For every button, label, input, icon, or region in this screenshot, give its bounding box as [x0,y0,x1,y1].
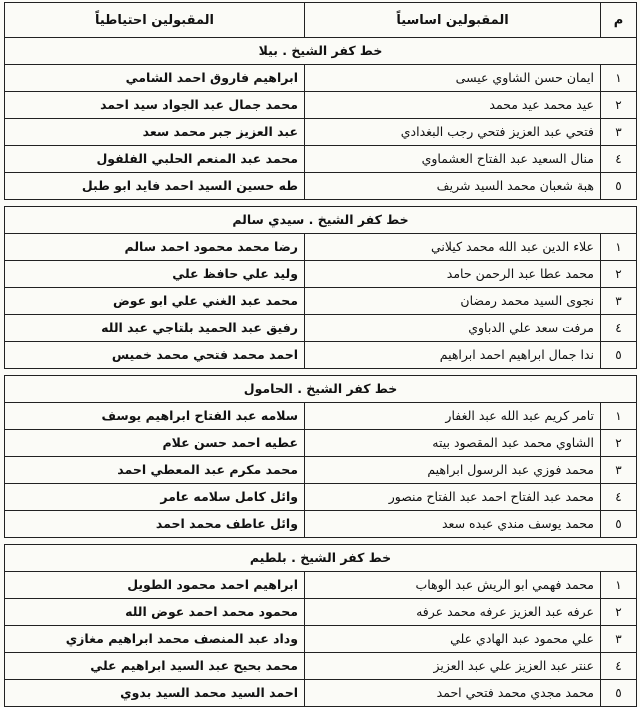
reserve-name: محمود محمد احمد عوض الله [5,599,305,626]
section-spacer [5,200,637,207]
table-row [5,146,637,173]
row-number: ٢ [601,261,637,288]
section-title: خط كفر الشيخ . بلطيم [5,545,637,572]
table-row [5,342,637,369]
primary-name: مرفت سعد علي الدباوي [305,315,601,342]
header-num: م [601,3,637,38]
section-title: خط كفر الشيخ . بيلا [5,38,637,65]
primary-name: فتحي عبد العزيز فتحي رجب البغدادي [305,119,601,146]
section-header-row [5,207,637,234]
row-number: ٣ [601,457,637,484]
table-row [5,261,637,288]
primary-name: علي محمود عبد الهادي علي [305,626,601,653]
table-body [5,38,637,707]
reserve-name: محمد مكرم عبد المعطي احمد [5,457,305,484]
table-row [5,315,637,342]
reserve-name: سلامه عبد الفتاح ابراهيم يوسف [5,403,305,430]
row-number: ٢ [601,92,637,119]
primary-name: الشاوي محمد عبد المقصود بيته [305,430,601,457]
section-spacer [5,538,637,545]
table-row [5,403,637,430]
reserve-name: محمد عبد الغني علي ابو عوض [5,288,305,315]
primary-name: عيد محمد عيد محمد [305,92,601,119]
row-number: ٣ [601,119,637,146]
row-number: ٤ [601,146,637,173]
primary-name: عنتر عبد العزيز علي عبد العزيز [305,653,601,680]
row-number: ٤ [601,315,637,342]
table-row [5,511,637,538]
reserve-name: محمد عبد المنعم الحلبي الفلفول [5,146,305,173]
acceptance-table [4,2,637,707]
table-row [5,119,637,146]
row-number: ١ [601,65,637,92]
primary-name: محمد فهمي ابو الريش عبد الوهاب [305,572,601,599]
row-number: ١ [601,234,637,261]
table-row [5,288,637,315]
primary-name: محمد يوسف مندي عبده سعد [305,511,601,538]
table-row [5,484,637,511]
primary-name: محمد عبد الفتاح احمد عبد الفتاح منصور [305,484,601,511]
row-number: ١ [601,403,637,430]
reserve-name: ابراهيم فاروق احمد الشامي [5,65,305,92]
section-header-row [5,38,637,65]
spacer-cell [5,369,637,376]
row-number: ٥ [601,511,637,538]
row-number: ١ [601,572,637,599]
table-row [5,680,637,707]
row-number: ٤ [601,484,637,511]
primary-name: منال السعيد عبد الفتاح العشماوي [305,146,601,173]
table-row [5,92,637,119]
table-row [5,599,637,626]
table-row [5,572,637,599]
header-row [5,3,637,38]
reserve-name: احمد السيد محمد السيد بدوي [5,680,305,707]
row-number: ٥ [601,680,637,707]
section-title: خط كفر الشيخ . سيدي سالم [5,207,637,234]
row-number: ٢ [601,599,637,626]
reserve-name: محمد بحيح عبد السيد ابراهيم علي [5,653,305,680]
primary-name: علاء الدين عبد الله محمد كيلاني [305,234,601,261]
section-header-row [5,376,637,403]
primary-name: هبة شعبان محمد السيد شريف [305,173,601,200]
primary-name: نجوى السيد محمد رمضان [305,288,601,315]
reserve-name: عبد العزيز جبر محمد سعد [5,119,305,146]
reserve-name: وليد علي حافظ علي [5,261,305,288]
row-number: ٣ [601,288,637,315]
header-primary: المقبولين اساسياً [305,3,601,38]
row-number: ٥ [601,173,637,200]
reserve-name: وائل عاطف محمد احمد [5,511,305,538]
section-spacer [5,369,637,376]
primary-name: تامر كريم عبد الله عبد الغفار [305,403,601,430]
section-title: خط كفر الشيخ . الحامول [5,376,637,403]
table-row [5,653,637,680]
spacer-cell [5,538,637,545]
reserve-name: احمد محمد فتحي محمد خميس [5,342,305,369]
row-number: ٤ [601,653,637,680]
table-row [5,65,637,92]
table-row [5,430,637,457]
primary-name: محمد فوزي عبد الرسول ابراهيم [305,457,601,484]
reserve-name: ابراهيم احمد محمود الطويل [5,572,305,599]
reserve-name: رضا محمد محمود احمد سالم [5,234,305,261]
row-number: ٣ [601,626,637,653]
row-number: ٥ [601,342,637,369]
reserve-name: رفيق عبد الحميد بلتاجي عبد الله [5,315,305,342]
reserve-name: محمد جمال عبد الجواد سيد احمد [5,92,305,119]
primary-name: محمد مجدي محمد فتحي احمد [305,680,601,707]
table-row [5,626,637,653]
table-row [5,234,637,261]
primary-name: محمد عطا عبد الرحمن حامد [305,261,601,288]
reserve-name: طه حسين السيد احمد فايد ابو طبل [5,173,305,200]
primary-name: ندا جمال ابراهيم احمد ابراهيم [305,342,601,369]
header-reserve: المقبولين احتياطياً [5,3,305,38]
spacer-cell [5,200,637,207]
section-header-row [5,545,637,572]
reserve-name: عطيه احمد حسن علام [5,430,305,457]
primary-name: عرفه عبد العزيز عرفه محمد عرفه [305,599,601,626]
reserve-name: وائل كامل سلامه عامر [5,484,305,511]
row-number: ٢ [601,430,637,457]
reserve-name: وداد عبد المنصف محمد ابراهيم مغازي [5,626,305,653]
primary-name: ايمان حسن الشاوي عيسى [305,65,601,92]
table-row [5,457,637,484]
table-row [5,173,637,200]
